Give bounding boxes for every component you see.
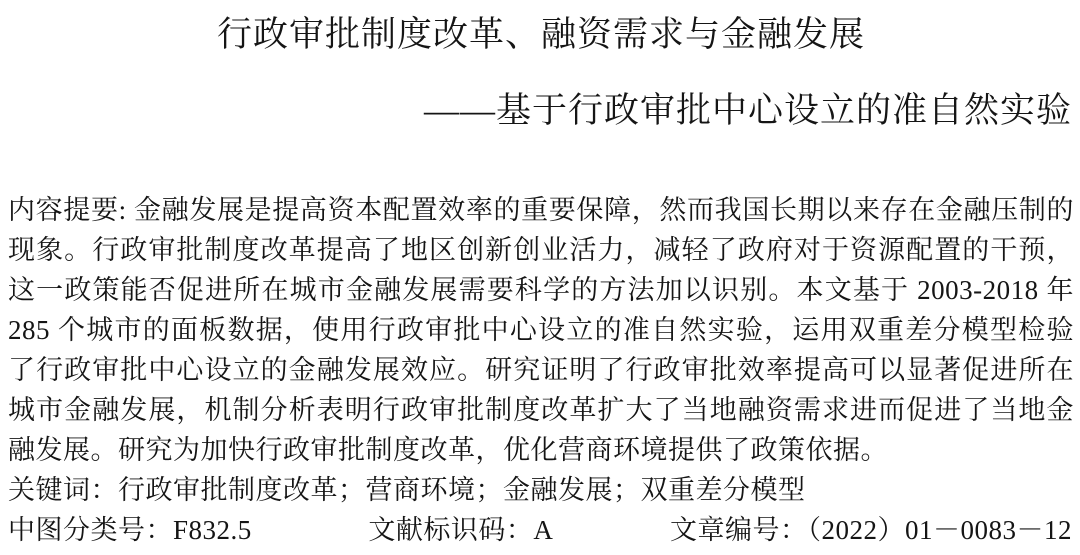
clc-label: 中图分类号： xyxy=(8,515,173,545)
paper-subtitle: ——基于行政审批中心设立的准自然实验 xyxy=(423,91,1072,130)
clc-number xyxy=(8,510,252,550)
abstract-text: 金融发展是提高资本配置效率的重要保障，然而我国长期以来存在金融压制的现象。行政审批制度改革提高了地区创新创业活力，减轻了政府对于资源配置的干预，这一政策能否促进所在城市金融发展需要科学的方法加以识别。本文基于 2003-2018 年 285 个城市的面板数据，使用行政审批中心设立的准自然实验，运用双重差分模型检验了行政审批中心设立的金融发展效应。研究证明了行政审批效率提高可以显著促进所在城市金融发展，机制分析表明行政审批制度改革扩大了当地融资需求进而促进了当地金融发展。研究为加快行政审批制度改革，优化营商环境提供了政策依据。 xyxy=(8,195,1074,465)
abstract-block xyxy=(8,190,1074,550)
article-id xyxy=(670,510,1072,550)
keywords-label: 关键词： xyxy=(8,475,118,505)
clc-value: F832.5 xyxy=(173,515,252,545)
document-code-value: A xyxy=(533,515,554,545)
document-code-label: 文献标识码： xyxy=(368,515,534,545)
abstract-label: 内容提要: xyxy=(8,195,127,225)
document-code xyxy=(368,510,553,550)
article-id-label: 文章编号： xyxy=(670,515,808,545)
abstract-paragraph xyxy=(8,190,1074,470)
keywords-text: 行政审批制度改革；营商环境；金融发展；双重差分模型 xyxy=(118,475,806,505)
paper-title: 行政审批制度改革、融资需求与金融发展 xyxy=(216,15,865,54)
article-id-value: （2022）01－0083－12 xyxy=(807,515,1072,545)
keywords-line xyxy=(8,470,1074,510)
classification-row xyxy=(8,510,1072,550)
